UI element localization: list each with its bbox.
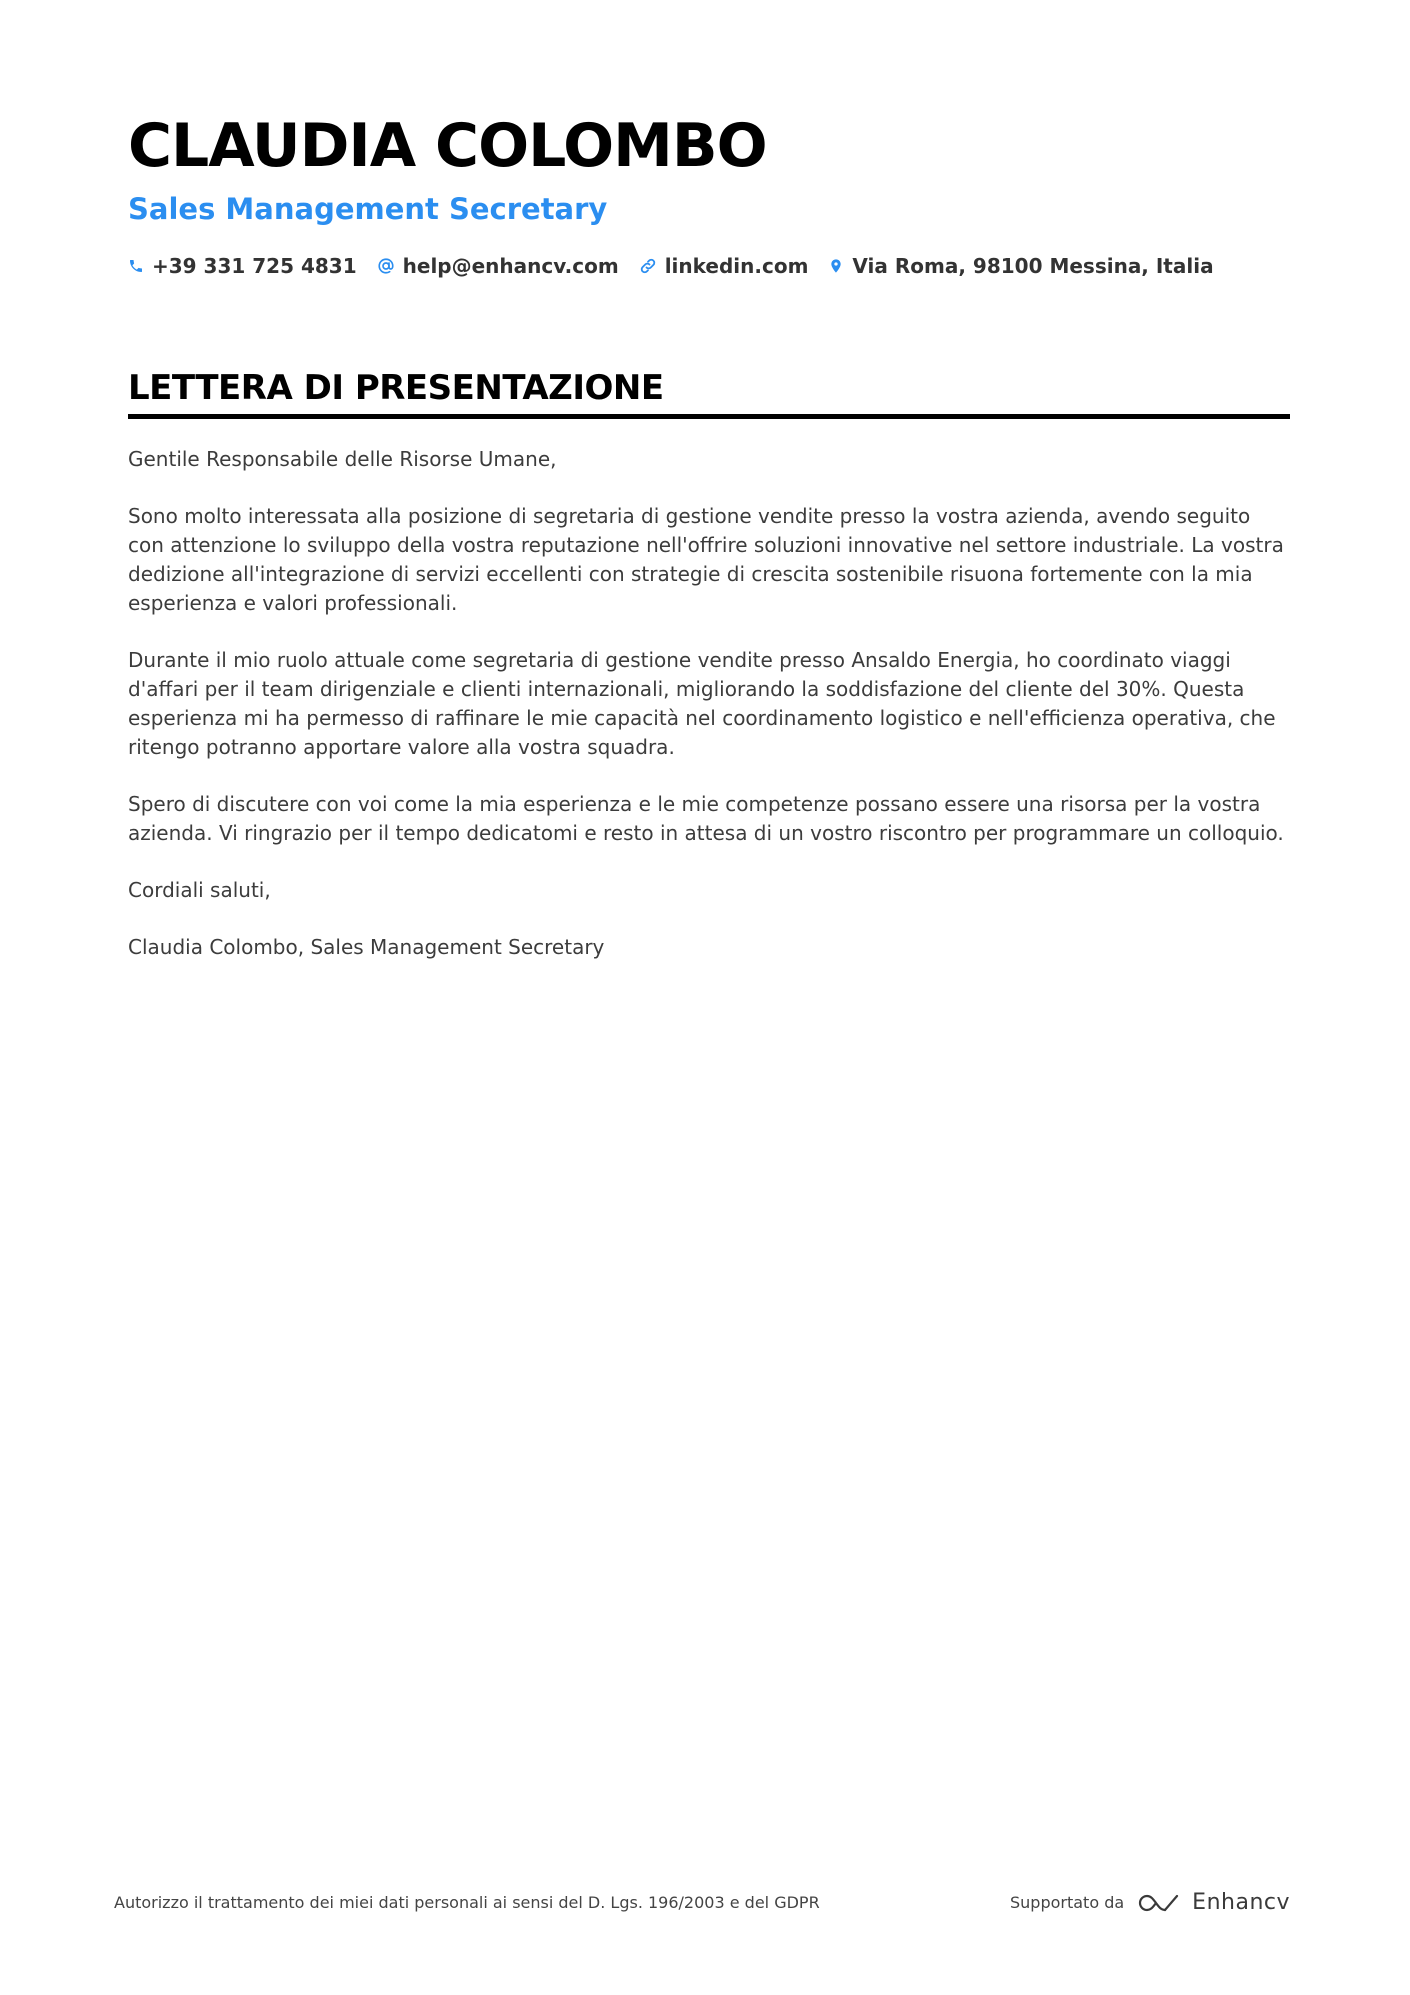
candidate-role: Sales Management Secretary xyxy=(128,192,608,226)
letter-paragraph: Sono molto interessata alla posizione di segretaria di gestione vendite presso la vostra azienda, avendo seguito con attenzione lo sviluppo della vostra reputazione nell'offrire soluzioni innovative nel settore industriale. La vostra dedizione all'integrazione di servizi eccellenti con strategie di crescita sostenibile risuona fortemente con la mia esperienza e valori professionali. xyxy=(128,504,1284,615)
letter-section xyxy=(128,366,1290,990)
phone-icon xyxy=(128,258,144,274)
letter-paragraph: Spero di discutere con voi come la mia esperienza e le mie competenze possano essere una risorsa per la vostra azienda. Vi ringrazio per il tempo dedicatomi e resto in attesa di un vostro riscontro per programmare un colloquio. xyxy=(128,792,1284,845)
brand-name: Enhancv xyxy=(1192,1890,1290,1915)
link-icon xyxy=(639,257,657,275)
letter-salutation: Gentile Responsabile delle Risorse Umane, xyxy=(128,447,557,471)
location-pin-icon xyxy=(828,257,844,275)
letter-closing: Cordiali saluti, xyxy=(128,878,271,902)
candidate-name: CLAUDIA COLOMBO xyxy=(128,111,767,181)
contact-linkedin-text[interactable]: linkedin.com xyxy=(664,254,809,278)
section-divider xyxy=(128,414,1290,419)
contact-bar xyxy=(128,254,1290,278)
letter-signature: Claudia Colombo, Sales Management Secretary xyxy=(128,935,605,959)
powered-by xyxy=(1010,1890,1290,1915)
footer xyxy=(114,1890,1290,1915)
contact-linkedin[interactable] xyxy=(639,254,809,278)
brand-logo[interactable] xyxy=(1136,1890,1290,1915)
section-title: LETTERA DI PRESENTAZIONE xyxy=(128,368,664,408)
contact-address-text: Via Roma, 98100 Messina, Italia xyxy=(852,254,1214,278)
letter-paragraph: Durante il mio ruolo attuale come segretaria di gestione vendite presso Ansaldo Energia, ho coordinato viaggi d'affari per il team dirigenziale e clienti internazionali, migliorando la soddisfazione del cliente del 30%. Questa esperienza mi ha permesso di raffinare le mie capacità nel coordinamento logistico e nell'efficienza operativa, che ritengo potranno apportare valore alla vostra squadra. xyxy=(128,648,1276,759)
at-icon xyxy=(377,257,395,275)
contact-address xyxy=(828,254,1213,278)
contact-email-text[interactable]: help@enhancv.com xyxy=(402,254,619,278)
header xyxy=(128,110,1290,278)
contact-email[interactable] xyxy=(377,254,619,278)
enhancv-logo-icon xyxy=(1136,1891,1182,1915)
privacy-consent-note: Autorizzo il trattamento dei miei dati personali ai sensi del D. Lgs. 196/2003 e del GDPR xyxy=(114,1893,820,1912)
powered-by-label: Supportato da xyxy=(1010,1893,1125,1912)
contact-phone xyxy=(128,254,357,278)
letter-body xyxy=(128,445,1290,962)
contact-phone-text: +39 331 725 4831 xyxy=(152,254,357,278)
